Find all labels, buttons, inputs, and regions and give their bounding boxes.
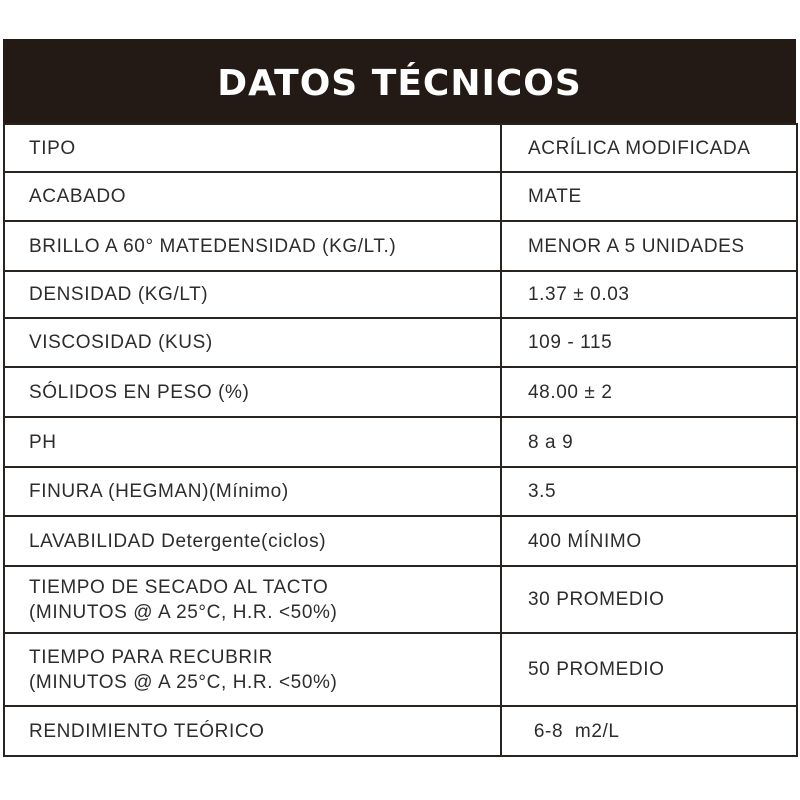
row-label: ACABADO xyxy=(4,172,501,221)
row-value: ACRÍLICA MODIFICADA xyxy=(501,124,797,172)
row-label: PH xyxy=(4,417,501,467)
table-row xyxy=(4,417,797,467)
row-value: 50 PROMEDIO xyxy=(501,633,797,706)
row-label: VISCOSIDAD (KUS) xyxy=(4,318,501,367)
table-row xyxy=(4,516,797,566)
row-value: 109 - 115 xyxy=(501,318,797,367)
row-value: 30 PROMEDIO xyxy=(501,566,797,633)
row-label: FINURA (HEGMAN)(Mínimo) xyxy=(4,467,501,516)
table-header xyxy=(3,39,796,123)
table-row xyxy=(4,124,797,172)
technical-data-sheet xyxy=(3,39,796,757)
row-label: SÓLIDOS EN PESO (%) xyxy=(4,367,501,417)
row-value: MENOR A 5 UNIDADES xyxy=(501,221,797,271)
row-label: LAVABILIDAD Detergente(ciclos) xyxy=(4,516,501,566)
row-label: RENDIMIENTO TEÓRICO xyxy=(4,706,501,756)
table-row xyxy=(4,633,797,706)
row-label: BRILLO A 60° MATEDENSIDAD (KG/LT.) xyxy=(4,221,501,271)
technical-data-table xyxy=(3,123,798,757)
row-value: 3.5 xyxy=(501,467,797,516)
table-row xyxy=(4,172,797,221)
row-label: TIEMPO PARA RECUBRIR (MINUTOS @ A 25°C, H.R. <50%) xyxy=(4,633,501,706)
row-value: 8 a 9 xyxy=(501,417,797,467)
row-value: 6-8 m2/L xyxy=(501,706,797,756)
row-value: MATE xyxy=(501,172,797,221)
row-label: TIEMPO DE SECADO AL TACTO (MINUTOS @ A 25°C, H.R. <50%) xyxy=(4,566,501,633)
table-row xyxy=(4,221,797,271)
row-label: TIPO xyxy=(4,124,501,172)
table-title: DATOS TÉCNICOS xyxy=(217,62,582,104)
row-label: DENSIDAD (KG/LT) xyxy=(4,271,501,318)
table-row xyxy=(4,271,797,318)
table-row xyxy=(4,566,797,633)
row-value: 48.00 ± 2 xyxy=(501,367,797,417)
table-row xyxy=(4,706,797,756)
table-row xyxy=(4,467,797,516)
row-value: 1.37 ± 0.03 xyxy=(501,271,797,318)
table-row xyxy=(4,367,797,417)
row-value: 400 MÍNIMO xyxy=(501,516,797,566)
table-row xyxy=(4,318,797,367)
